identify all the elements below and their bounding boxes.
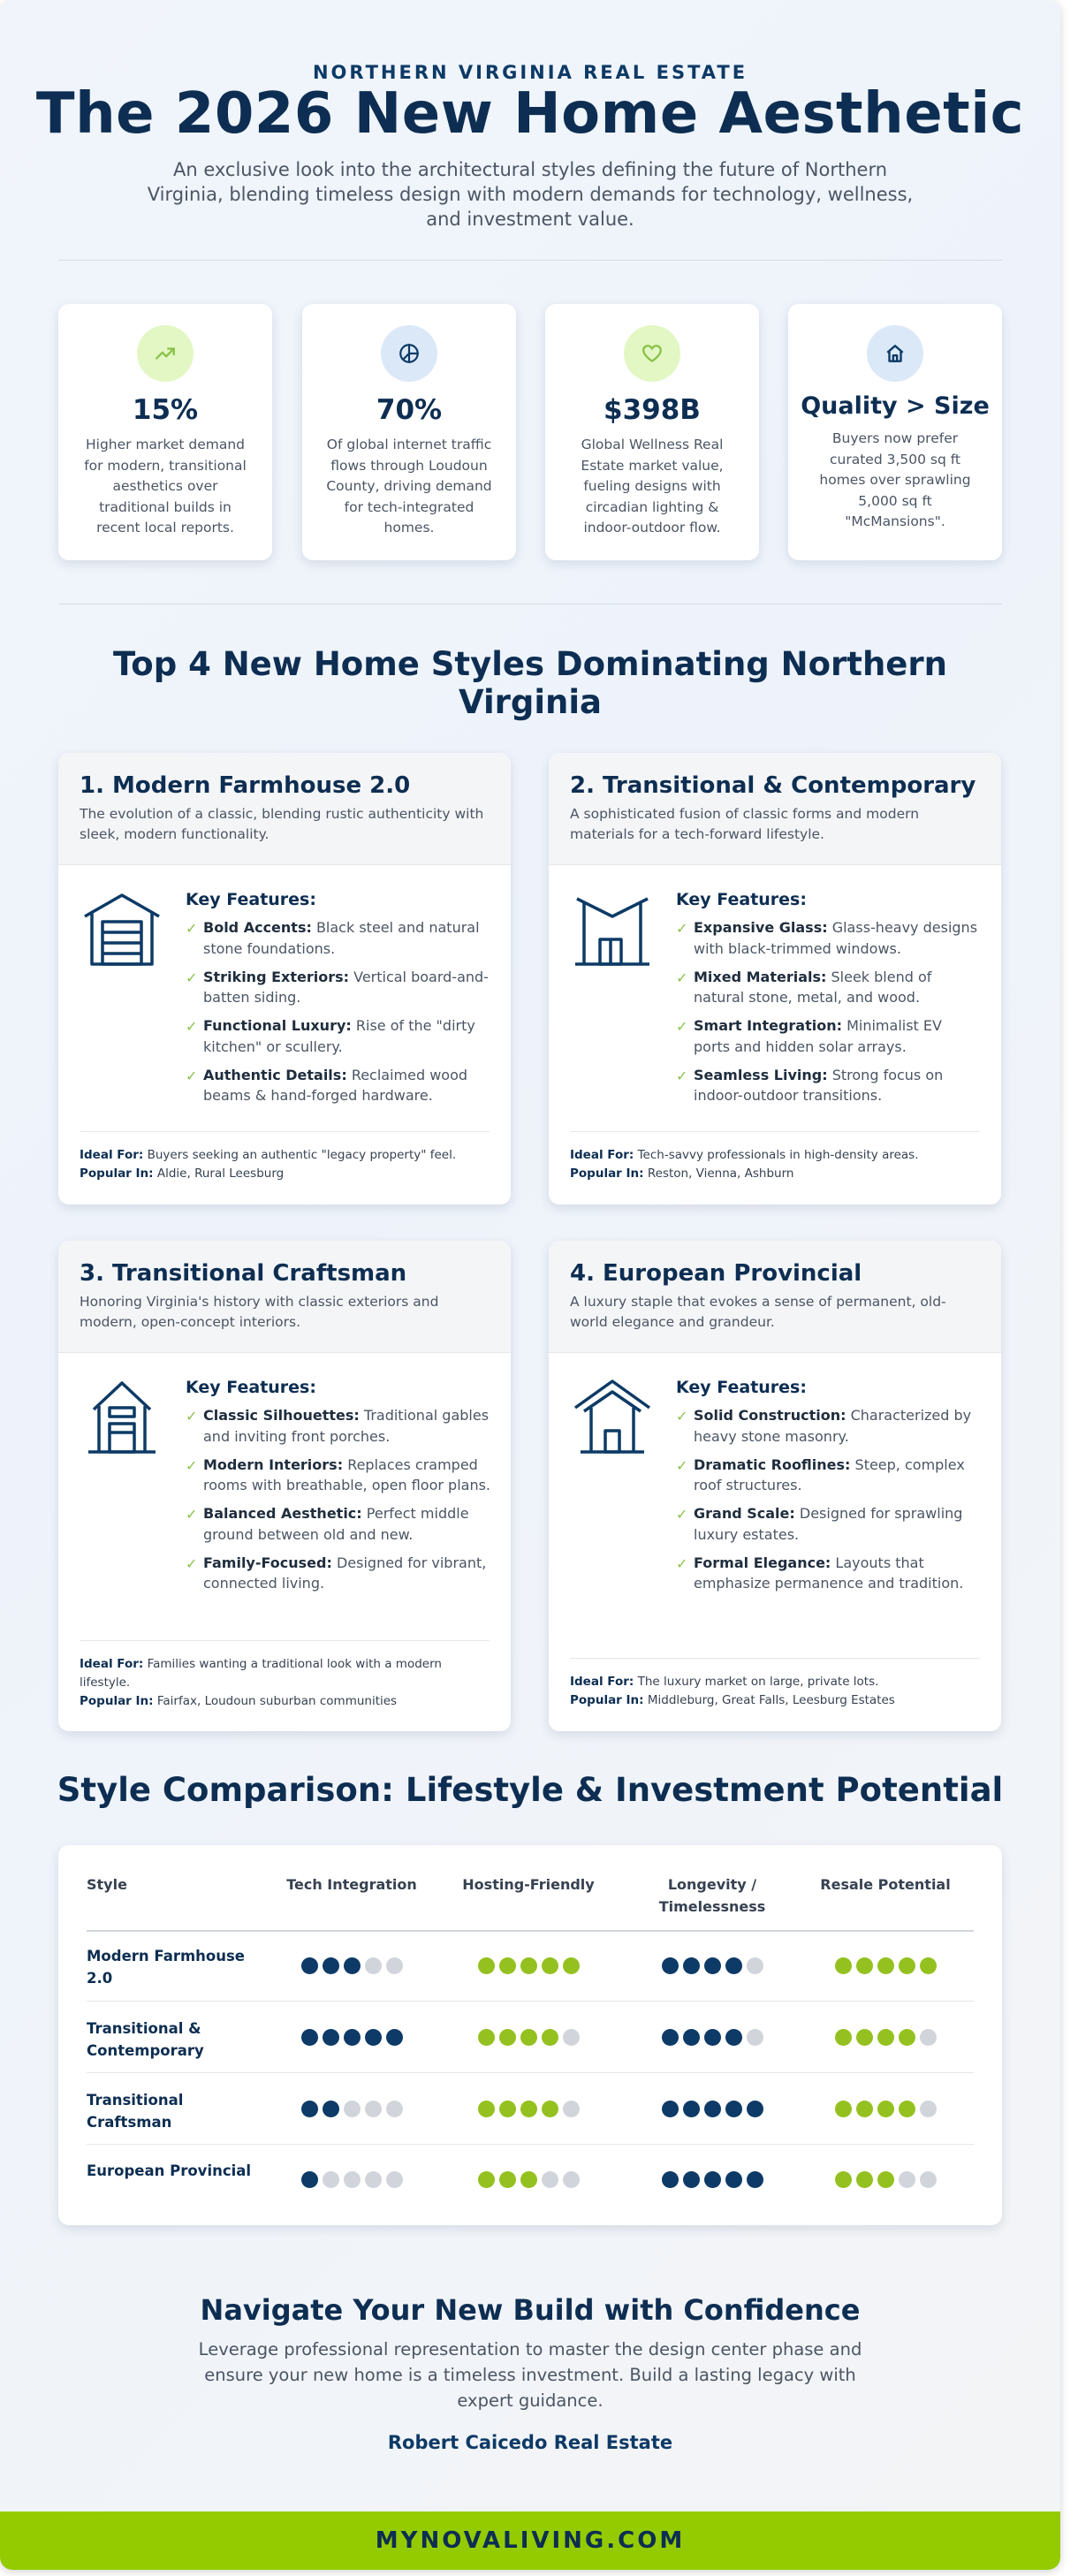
rating-dot-filled [542,1957,558,1974]
rating-dot-empty [323,2171,339,2188]
rating-dot-filled [835,2029,852,2046]
header-divider [87,1930,974,1932]
rating-dots-group [835,1957,937,1974]
rating-dots-group [301,2171,403,2188]
stat-card [302,304,516,560]
card-footer: Ideal For: Tech-savvy professionals in high-density areas. Popular In: Reston, Vienna, Ashburn [570,1131,980,1183]
rating-dot-filled [704,2029,721,2046]
rating-dot-filled [301,2029,318,2046]
card-title: 2. Transitional & Contemporary [570,772,976,799]
rating-dot-filled [499,2171,516,2188]
feature-item: ✓ Dramatic Rooflines: Steep, complex roof structures. [676,1455,965,1493]
style-card-modern-farmhouse [58,753,511,1204]
key-features [676,890,982,1113]
row-style-name: European Provincial [87,2162,252,2179]
check-icon: ✓ [676,1018,688,1035]
rating-dot-empty [920,2101,937,2117]
row-style-name: Transitional & Contemporary [87,2020,204,2059]
craftsman-house-icon [81,1378,163,1457]
rating-dot-filled [725,2171,742,2188]
rating-dot-filled [499,2029,516,2046]
stat-card [788,304,1002,560]
row-divider [87,2072,974,2073]
rating-dot-filled [683,2101,700,2117]
rating-dot-empty [386,1957,403,1974]
rating-dot-filled [704,2101,721,2117]
check-icon: ✓ [186,1408,198,1425]
rating-dot-filled [683,2029,700,2046]
stat-description: Higher market demand for modern, transitional aesthetics over traditional builds in recent local reports. [84,437,247,536]
rating-dots-group [478,2171,580,2188]
check-icon: ✓ [186,1067,198,1084]
card-title: 3. Transitional Craftsman [80,1260,407,1287]
rating-dot-filled [725,2101,742,2117]
rating-dot-filled [478,2101,495,2117]
rating-dots-group [835,2029,937,2046]
card-header [58,1241,511,1353]
rating-dot-filled [747,2101,763,2117]
rating-dot-empty [386,2101,403,2117]
rating-dot-filled [877,2171,894,2188]
stat-card [545,304,759,560]
features-heading: Key Features: [676,890,807,909]
rating-dots-group [835,2101,937,2117]
rating-dot-filled [499,2101,516,2117]
rating-dot-filled [365,2029,382,2046]
style-card-transitional-craftsman [58,1241,511,1731]
key-features [186,890,491,1113]
rating-dot-filled [683,2171,700,2188]
rating-dot-empty [747,1957,763,1974]
rating-dot-empty [747,2029,763,2046]
farmhouse-icon [81,890,163,969]
rating-dots-group [662,2171,763,2188]
rating-dot-filled [856,2171,873,2188]
features-heading: Key Features: [186,890,316,909]
feature-item: ✓ Bold Accents: Black steel and natural stone foundations. [186,919,480,957]
rating-dot-filled [662,2101,679,2117]
brand-name: Robert Caicedo Real Estate [387,2432,673,2453]
column-header: Style [87,1876,127,1893]
rating-dot-filled [877,2101,894,2117]
rating-dot-empty [920,2171,937,2188]
rating-dot-filled [520,2101,537,2117]
feature-item: ✓ Solid Construction: Characterized by heavy stone masonry. [676,1407,972,1445]
rating-dot-empty [365,2101,382,2117]
stat-description: Of global internet traffic flows through Loudoun County, driving demand for tech-integrated homes. [326,437,492,536]
rating-dot-filled [662,2029,679,2046]
feature-item: ✓ Grand Scale: Designed for sprawling luxury estates. [676,1505,963,1543]
rating-dots-group [301,1957,403,1974]
card-subtitle: Honoring Virginia's history with classic exteriors and modern, open-concept interiors. [80,1294,439,1330]
rating-dots-group [662,2101,763,2117]
column-header: Hosting-Friendly [462,1876,595,1893]
rating-dots-group [662,1957,763,1974]
page-title: The 2026 New Home Aesthetic [35,81,1025,147]
rating-dot-filled [725,2029,742,2046]
rating-dot-filled [856,2101,873,2117]
rating-dot-filled [899,2029,915,2046]
rating-dot-filled [899,2101,915,2117]
column-header: Longevity / Timelessness [658,1876,766,1915]
comparison-table [58,1845,1002,2225]
rating-dot-filled [747,2171,763,2188]
feature-item: ✓ Smart Integration: Minimalist EV ports and hidden solar arrays. [676,1017,942,1055]
stat-description: Global Wellness Real Estate market value, fueling designs with circadian lighting & indoor-outdoor flow. [581,437,724,536]
globe-icon [381,325,437,382]
rating-dot-filled [835,2171,852,2188]
cta-title: Navigate Your New Build with Confidence [200,2293,861,2327]
rating-dot-filled [835,1957,852,1974]
check-icon: ✓ [186,1456,198,1474]
check-icon: ✓ [676,969,688,986]
rating-dot-filled [323,2029,339,2046]
check-icon: ✓ [676,1456,688,1474]
key-features [186,1378,491,1601]
rating-dots-group [301,2101,403,2117]
rating-dot-filled [386,2029,403,2046]
rating-dot-empty [563,2101,580,2117]
card-footer: Ideal For: The luxury market on large, private lots. Popular In: Middleburg, Great Falls, Leesburg Estates [570,1658,980,1710]
trending-up-icon [137,325,194,382]
rating-dot-filled [542,2029,558,2046]
rating-dot-empty [365,1957,382,1974]
heart-icon [624,325,680,382]
rating-dot-filled [520,2171,537,2188]
home-icon [867,325,923,382]
stat-card [58,304,272,560]
footer-bar [0,2511,1060,2570]
column-header: Tech Integration [286,1876,417,1893]
card-header [549,1241,1001,1353]
rating-dot-empty [386,2171,403,2188]
row-style-name: Transitional Craftsman [87,2092,184,2131]
rating-dot-filled [662,2171,679,2188]
rating-dot-filled [344,2029,361,2046]
stat-value: 70% [376,394,443,426]
feature-item: ✓ Striking Exteriors: Vertical board-and-batten siding. [186,968,489,1006]
card-title: 1. Modern Farmhouse 2.0 [80,772,411,799]
style-card-transitional-contemporary [549,753,1001,1204]
key-features [676,1378,982,1601]
style-card-european-provincial [549,1241,1001,1731]
card-subtitle: A sophisticated fusion of classic forms and modern materials for a tech-forward lifestyle. [570,806,920,842]
comparison-title: Style Comparison: Lifestyle & Investment Potential [57,1771,1004,1809]
styles-section-title: Top 4 New Home Styles Dominating Northern Virginia [112,645,947,721]
provincial-house-icon [572,1378,653,1457]
check-icon: ✓ [186,1554,198,1572]
rating-dots-group [301,2029,403,2046]
rating-dot-filled [725,1957,742,1974]
check-icon: ✓ [186,920,198,937]
row-style-name: Modern Farmhouse 2.0 [87,1948,245,1987]
feature-item: ✓ Functional Luxury: Rise of the "dirty kitchen" or scullery. [186,1017,475,1055]
rating-dot-filled [478,2029,495,2046]
rating-dot-filled [344,1957,361,1974]
rating-dot-filled [899,1957,915,1974]
rating-dot-filled [520,2029,537,2046]
eyebrow: NORTHERN VIRGINIA REAL ESTATE [312,62,748,83]
rating-dots-group [478,2029,580,2046]
rating-dot-empty [344,2171,361,2188]
feature-item: ✓ Expansive Glass: Glass-heavy designs with black-trimmed windows. [676,919,978,957]
feature-item: ✓ Formal Elegance: Layouts that emphasize permanence and tradition. [676,1554,964,1592]
check-icon: ✓ [676,1408,688,1425]
card-footer: Ideal For: Buyers seeking an authentic "legacy property" feel. Popular In: Aldie, Rural Leesburg [80,1131,490,1183]
rating-dot-filled [323,2101,339,2117]
features-heading: Key Features: [186,1378,316,1397]
rating-dot-filled [301,2101,318,2117]
check-icon: ✓ [186,1018,198,1035]
rating-dot-filled [856,2029,873,2046]
card-footer: Ideal For: Families wanting a traditional look with a modern lifestyle. Popular In: Fairfax, Loudoun suburban communities [80,1640,490,1711]
rating-dot-filled [683,1957,700,1974]
features-heading: Key Features: [676,1378,807,1397]
feature-item: ✓ Seamless Living: Strong focus on indoor-outdoor transitions. [676,1066,944,1104]
rating-dot-empty [365,2171,382,2188]
rating-dot-empty [920,2029,937,2046]
stat-value: 15% [132,394,199,426]
row-divider [87,2144,974,2145]
rating-dot-filled [856,1957,873,1974]
rating-dot-empty [344,2101,361,2117]
rating-dots-group [835,2171,937,2188]
rating-dot-filled [563,1957,580,1974]
column-header: Resale Potential [820,1876,951,1893]
website-link[interactable]: MYNOVALIVING.COM [375,2527,686,2554]
rating-dots-group [662,2029,763,2046]
divider [58,260,1002,261]
stat-value: $398B [604,394,701,426]
rating-dot-filled [704,2171,721,2188]
row-divider [87,2001,974,2002]
card-subtitle: A luxury staple that evokes a sense of permanent, old-world elegance and grandeur. [570,1294,946,1330]
rating-dot-filled [835,2101,852,2117]
feature-item: ✓ Family-Focused: Designed for vibrant, connected living. [186,1554,487,1592]
card-title: 4. European Provincial [570,1260,862,1287]
rating-dot-filled [542,2101,558,2117]
rating-dot-filled [877,2029,894,2046]
rating-dots-group [478,2101,580,2117]
feature-item: ✓ Classic Silhouettes: Traditional gables and inviting front porches. [186,1407,490,1445]
stat-value: Quality > Size [801,392,990,420]
feature-item: ✓ Balanced Aesthetic: Perfect middle ground between old and new. [186,1505,469,1543]
stat-description: Buyers now prefer curated 3,500 sq ft homes over sprawling 5,000 sq ft "McMansions". [819,430,971,529]
check-icon: ✓ [186,969,198,986]
intro-text: An exclusive look into the architectural styles defining the future of Northern Virginia, blending timeless design with modern demands for technology, wellness, and investment value. [147,159,914,230]
card-subtitle: The evolution of a classic, blending rustic authenticity with sleek, modern functionality. [80,806,484,842]
rating-dot-filled [520,1957,537,1974]
rating-dot-filled [920,1957,937,1974]
rating-dot-empty [542,2171,558,2188]
feature-item: ✓ Modern Interiors: Replaces cramped rooms with breathable, open floor plans. [186,1455,491,1493]
rating-dot-filled [478,2171,495,2188]
cta-text: Leverage professional representation to master the design center phase and ensure your new home is a timeless investment. Build a lasting legacy with expert guidance. [198,2339,862,2411]
contemporary-house-icon [572,890,653,969]
rating-dot-filled [301,2171,318,2188]
rating-dot-filled [478,1957,495,1974]
check-icon: ✓ [676,1554,688,1572]
check-icon: ✓ [676,1506,688,1523]
rating-dot-filled [662,1957,679,1974]
feature-item: ✓ Authentic Details: Reclaimed wood beams & hand-forged hardware. [186,1066,468,1104]
card-header [58,753,511,865]
check-icon: ✓ [186,1506,198,1523]
rating-dot-empty [899,2171,915,2188]
rating-dot-filled [323,1957,339,1974]
rating-dot-filled [301,1957,318,1974]
rating-dot-filled [877,1957,894,1974]
rating-dot-empty [563,2029,580,2046]
rating-dot-filled [499,1957,516,1974]
card-header [549,753,1001,865]
rating-dots-group [478,1957,580,1974]
rating-dot-filled [704,1957,721,1974]
feature-item: ✓ Mixed Materials: Sleek blend of natural stone, metal, and wood. [676,968,932,1006]
check-icon: ✓ [676,1067,688,1084]
rating-dot-empty [563,2171,580,2188]
check-icon: ✓ [676,920,688,937]
